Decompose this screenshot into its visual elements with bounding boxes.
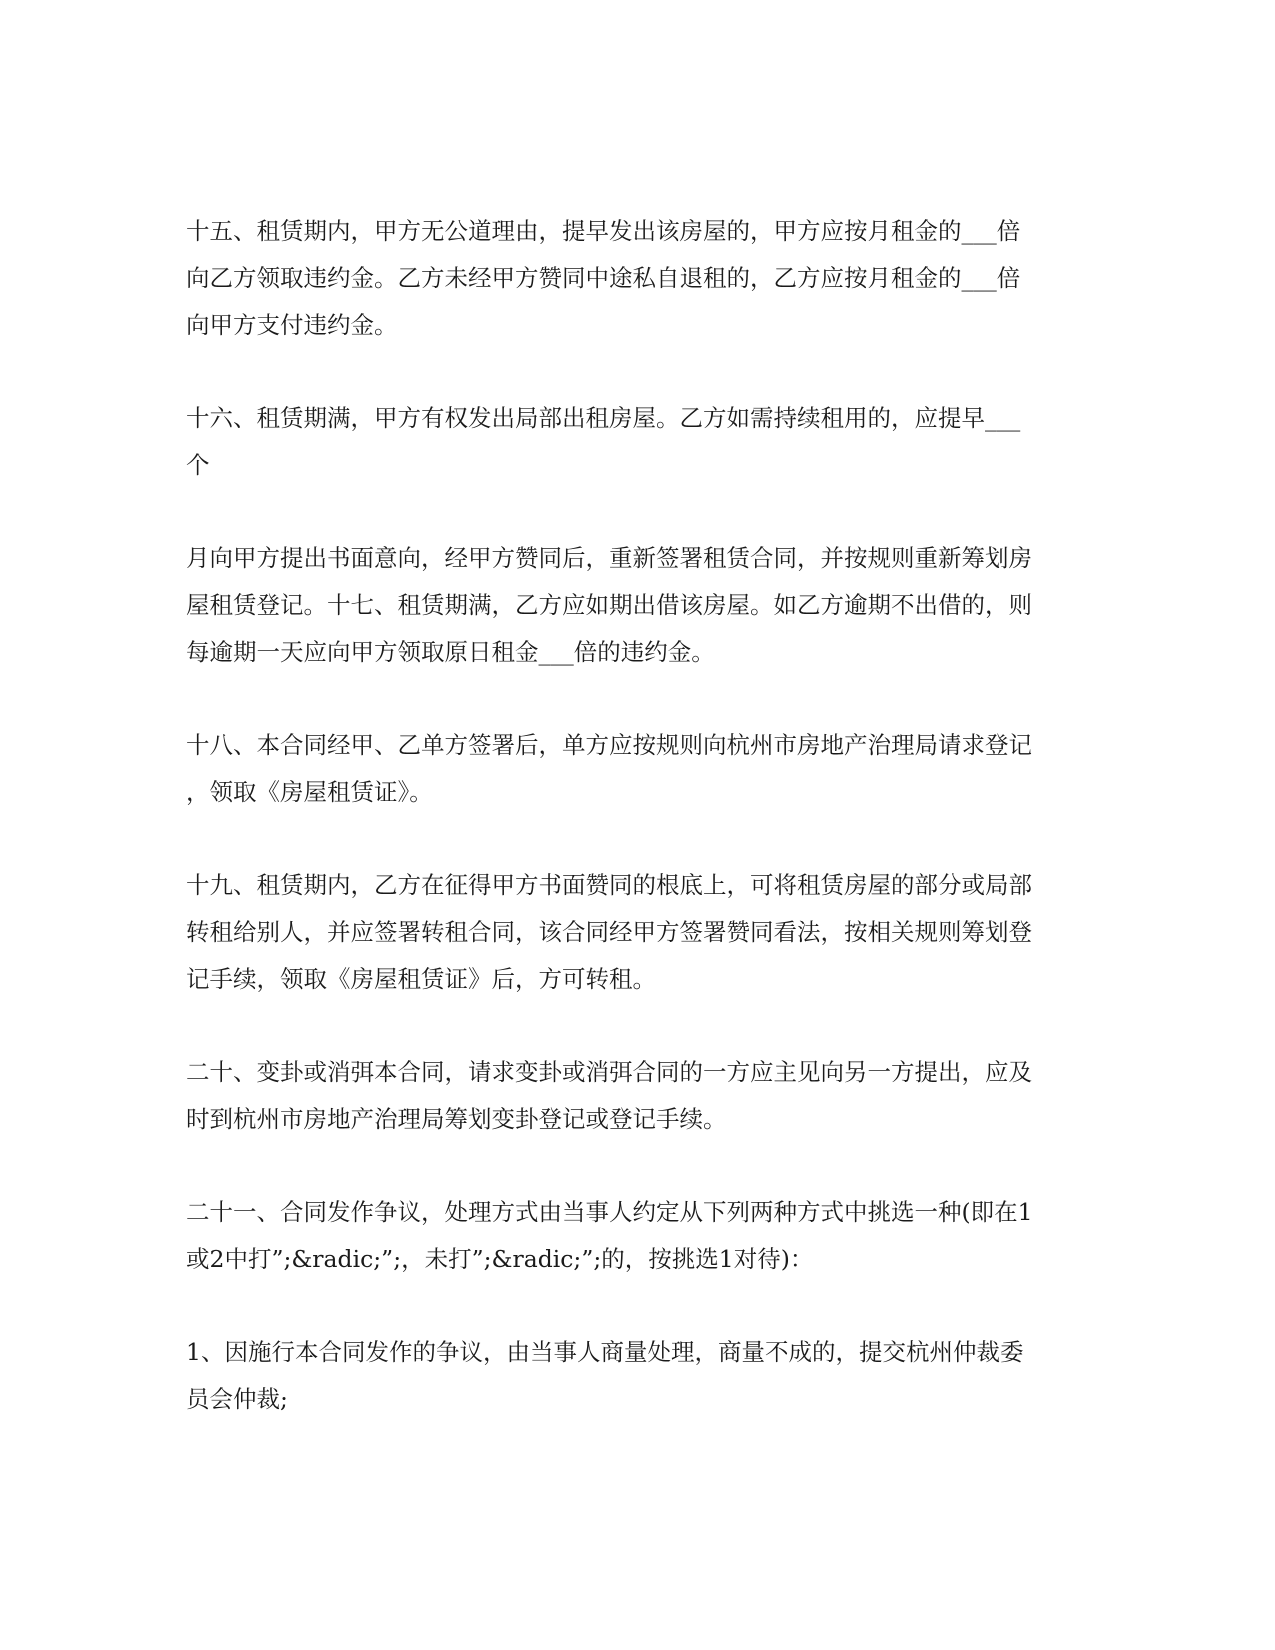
paragraph-gap: [186, 489, 1086, 535]
paragraph-gap: [186, 816, 1086, 862]
paragraph-clause-16-17: [186, 535, 1086, 676]
paragraph-gap: [186, 1143, 1086, 1189]
text-line: 二十一、合同发作争议，处理方式由当事人约定从下列两种方式中挑选一种(即在1: [186, 1198, 1033, 1226]
text-line: 十九、租赁期内，乙方在征得甲方书面赞同的根底上，可将租赁房屋的部分或局部: [186, 871, 1032, 899]
text-line: 向乙方领取违约金。乙方未经甲方赞同中途私自退租的，乙方应按月租金的___倍: [186, 264, 1021, 292]
text-line: 十五、租赁期内，甲方无公道理由，提早发出该房屋的，甲方应按月租金的___倍: [186, 217, 1021, 245]
paragraph-gap: [186, 1003, 1086, 1049]
text-line: 十八、本合同经甲、乙单方签署后，单方应按规则向杭州市房地产治理局请求登记: [186, 731, 1032, 759]
text-line: 或2中打”;&radic;”;，未打”;&radic;”;的，按挑选1对待)：: [186, 1245, 814, 1273]
text-line: 员会仲裁;: [186, 1385, 288, 1413]
text-line: 个: [186, 451, 210, 479]
text-line: 屋租赁登记。十七、租赁期满，乙方应如期出借该房屋。如乙方逾期不出借的，则: [186, 591, 1032, 619]
paragraph-clause-21: [186, 1189, 1086, 1283]
paragraph-clause-16: [186, 395, 1086, 489]
paragraph-gap: [186, 676, 1086, 722]
paragraph-clause-19: [186, 862, 1086, 1003]
text-line: 向甲方支付违约金。: [186, 311, 398, 339]
text-line: 记手续，领取《房屋租赁证》后，方可转租。: [186, 965, 656, 993]
text-line: 每逾期一天应向甲方领取原日租金___倍的违约金。: [186, 638, 715, 666]
text-line: 时到杭州市房地产治理局筹划变卦登记或登记手续。: [186, 1105, 727, 1133]
text-line: 转租给别人，并应签署转租合同，该合同经甲方签署赞同看法，按相关规则筹划登: [186, 918, 1032, 946]
text-line: ，领取《房屋租赁证》。: [186, 778, 433, 806]
paragraph-clause-21-1: [186, 1329, 1086, 1423]
paragraph-gap: [186, 1283, 1086, 1329]
text-line: 十六、租赁期满，甲方有权发出局部出租房屋。乙方如需持续租用的，应提早___: [186, 404, 1021, 432]
text-line: 二十、变卦或消弭本合同，请求变卦或消弭合同的一方应主见向另一方提出，应及: [186, 1058, 1032, 1086]
paragraph-clause-18: [186, 722, 1086, 816]
paragraph-clause-15: [186, 208, 1086, 349]
text-line: 月向甲方提出书面意向，经甲方赞同后，重新签署租赁合同，并按规则重新筹划房: [186, 544, 1032, 572]
paragraph-gap: [186, 349, 1086, 395]
paragraph-clause-20: [186, 1049, 1086, 1143]
document-body: [186, 208, 1086, 1423]
text-line: 1、因施行本合同发作的争议，由当事人商量处理，商量不成的，提交杭州仲裁委: [186, 1338, 1024, 1366]
